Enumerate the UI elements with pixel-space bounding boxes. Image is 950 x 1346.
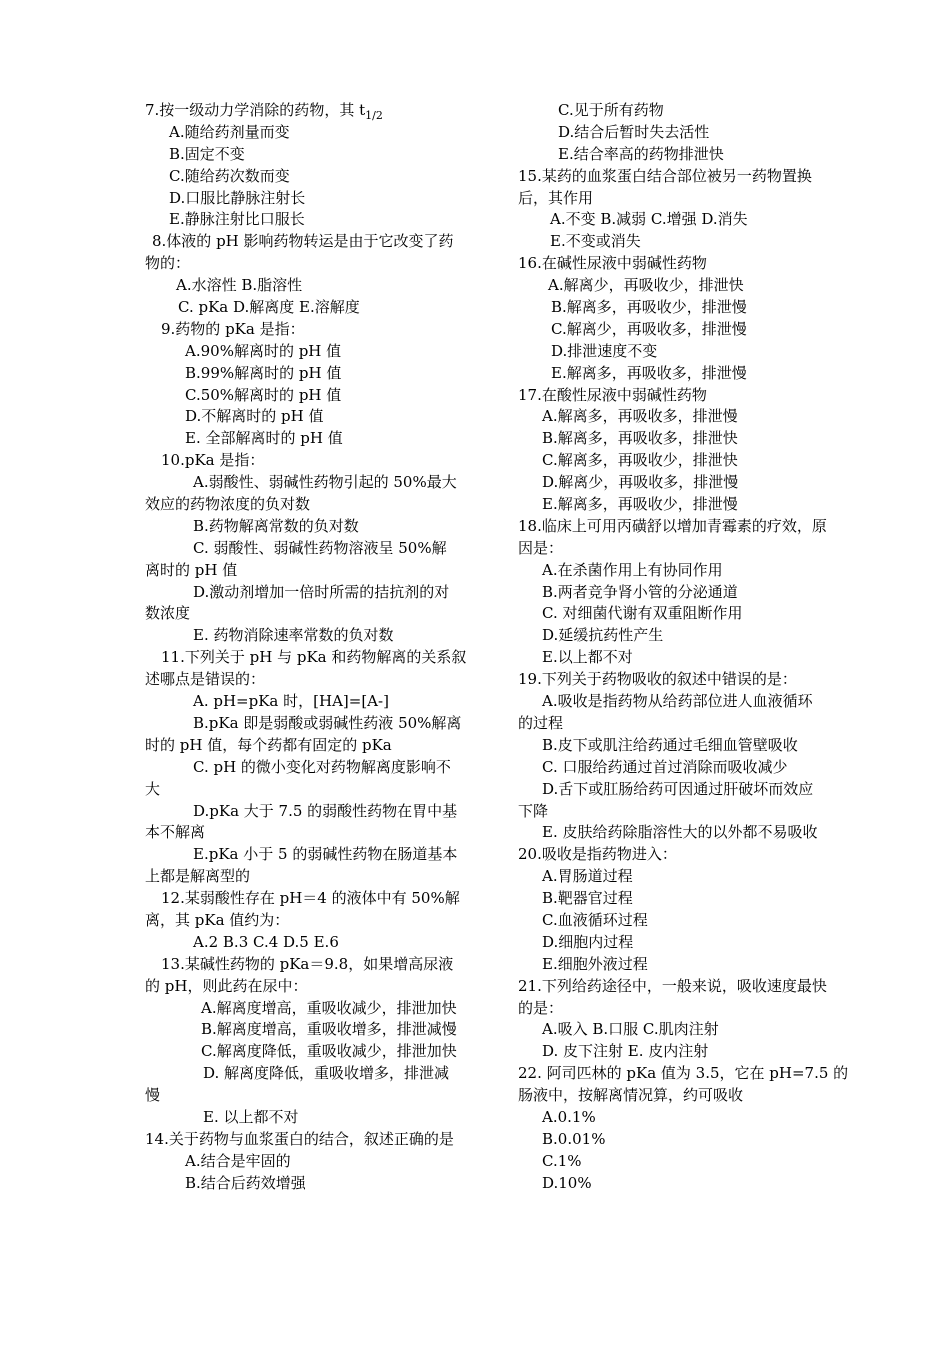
line-text: 7.按一级动力学消除的药物，其 t	[145, 101, 366, 119]
line-text: A.0.1%	[542, 1107, 596, 1126]
line-text: A. pH=pKa 时，[HA]=[A-]	[193, 692, 389, 711]
text-line	[145, 297, 490, 319]
line-text: 21.下列给药途径中，一般来说，吸收速度最快	[518, 976, 827, 995]
subscript: 1/2	[365, 109, 383, 122]
text-line	[145, 1107, 490, 1129]
line-text: D.不解离时的 pH 值	[185, 407, 324, 426]
line-text: 20.吸收是指药物进入：	[518, 845, 677, 864]
line-text: E.解离多，再吸收多，排泄慢	[551, 363, 747, 382]
line-text: E.pKa 小于 5 的弱碱性药物在肠道基本	[193, 845, 458, 864]
line-text: B.皮下或肌注给药通过毛细血管壁吸收	[542, 735, 798, 754]
line-text: C.见于所有药物	[558, 101, 664, 119]
line-text: E. 以上都不对	[203, 1107, 299, 1126]
text-line	[145, 603, 490, 625]
text-line	[145, 1151, 490, 1173]
line-text: 14.关于药物与血浆蛋白的结合，叙述正确的是	[145, 1129, 454, 1148]
line-text: C. pKa D.解离度 E.溶解度	[178, 298, 360, 317]
line-text: B.解离多，再吸收多，排泄快	[542, 429, 738, 448]
line-text: C.50%解离时的 pH 值	[185, 385, 342, 404]
line-text: E.不变或消失	[550, 232, 641, 251]
text-line	[518, 560, 863, 582]
text-line	[518, 866, 863, 888]
text-line	[145, 122, 490, 144]
text-line	[145, 866, 490, 888]
text-line	[518, 1107, 863, 1129]
text-line	[518, 406, 863, 428]
text-line	[518, 385, 863, 407]
text-line	[518, 494, 863, 516]
line-text: D.口服比静脉注射长	[169, 188, 306, 207]
text-line	[518, 253, 863, 275]
text-line	[518, 450, 863, 472]
line-text: B.pKa 即是弱酸或弱碱性药液 50%解离	[193, 713, 462, 732]
line-text: 的是：	[518, 998, 564, 1017]
text-line	[145, 954, 490, 976]
line-text: 19.下列关于药物吸收的叙述中错误的是：	[518, 670, 797, 689]
text-line	[518, 669, 863, 691]
line-text: C. 对细菌代谢有双重阻断作用	[542, 604, 743, 623]
text-line	[145, 560, 490, 582]
line-text: E.细胞外液过程	[542, 954, 648, 973]
text-line	[145, 1085, 490, 1107]
line-text: D. 解离度降低，重吸收增多，排泄减	[203, 1064, 450, 1083]
text-line	[145, 735, 490, 757]
text-line	[518, 1041, 863, 1063]
line-text: 13.某碱性药物的 pKa＝9.8，如果增高尿液	[161, 954, 454, 973]
line-text: 肠液中，按解离情况算，约可吸收	[518, 1086, 744, 1105]
text-line	[145, 319, 490, 341]
line-text: 15.某药的血浆蛋白结合部位被另一药物置换	[518, 166, 812, 185]
line-text: 大	[145, 779, 161, 798]
line-text: E.结合率高的药物排泄快	[558, 144, 724, 163]
line-text: C.随给药次数而变	[169, 166, 290, 185]
text-line	[145, 275, 490, 297]
line-text: A.随给药剂量而变	[169, 122, 290, 141]
text-line	[518, 297, 863, 319]
line-text: E. 皮肤给药除脂溶性大的以外都不易吸收	[542, 823, 818, 842]
line-text: B.结合后药效增强	[185, 1173, 306, 1192]
line-text: 12.某弱酸性存在 pH＝4 的液体中有 50%解	[161, 889, 460, 908]
line-text: B.0.01%	[542, 1129, 606, 1148]
text-line	[145, 363, 490, 385]
text-line	[145, 494, 490, 516]
line-text: 因是：	[518, 538, 564, 557]
text-line	[518, 582, 863, 604]
line-text: A.结合是牢固的	[185, 1151, 291, 1170]
text-line	[518, 100, 863, 122]
text-line	[518, 231, 863, 253]
line-text: D.解离少，再吸收多，排泄慢	[542, 473, 739, 492]
line-text: 11.下列关于 pH 与 pKa 和药物解离的关系叙	[161, 648, 467, 667]
text-line	[518, 538, 863, 560]
text-line	[518, 822, 863, 844]
line-text: D.pKa 大于 7.5 的弱酸性药物在胃中基	[193, 801, 458, 820]
line-text: 8.体液的 pH 影响药物转运是由于它改变了药	[152, 232, 454, 251]
text-line	[145, 779, 490, 801]
line-text: B.解离多，再吸收少，排泄慢	[551, 298, 747, 317]
line-text: B.药物解离常数的负对数	[193, 516, 359, 535]
text-line	[518, 188, 863, 210]
line-text: A.90%解离时的 pH 值	[185, 341, 342, 360]
text-line	[518, 713, 863, 735]
text-line	[145, 801, 490, 823]
text-line	[145, 976, 490, 998]
line-text: C.血液循环过程	[542, 910, 648, 929]
line-text: D.10%	[542, 1173, 592, 1192]
text-line	[145, 582, 490, 604]
text-line	[145, 1019, 490, 1041]
line-text: 的过程	[518, 713, 564, 732]
line-text: A.解离少，再吸收少，排泄快	[548, 276, 744, 295]
line-text: E. 全部解离时的 pH 值	[185, 429, 343, 448]
line-text: 慢	[145, 1086, 161, 1105]
text-line	[145, 691, 490, 713]
line-text: E.解离多，再吸收少，排泄慢	[542, 495, 738, 514]
line-text: B.靶器官过程	[542, 889, 633, 908]
text-line	[518, 888, 863, 910]
text-line	[145, 1173, 490, 1195]
text-line	[145, 888, 490, 910]
text-line	[518, 1151, 863, 1173]
text-line	[145, 844, 490, 866]
line-text: D.激动剂增加一倍时所需的拮抗剂的对	[193, 582, 450, 601]
text-line	[518, 625, 863, 647]
line-text: E.静脉注射比口服长	[169, 210, 305, 229]
line-text: 17.在酸性尿液中弱碱性药物	[518, 385, 707, 404]
line-text: C. 口服给药通过首过消除而吸收减少	[542, 757, 788, 776]
text-line	[518, 603, 863, 625]
text-line	[145, 209, 490, 231]
line-text: B.解离度增高，重吸收增多，排泄减慢	[201, 1020, 457, 1039]
text-line	[518, 1019, 863, 1041]
text-line	[145, 1129, 490, 1151]
text-line	[518, 1173, 863, 1195]
text-line	[518, 954, 863, 976]
text-line	[518, 472, 863, 494]
text-line	[518, 998, 863, 1020]
line-text: 后，其作用	[518, 188, 594, 207]
text-line	[518, 1129, 863, 1151]
text-line	[518, 428, 863, 450]
text-line	[518, 209, 863, 231]
text-line	[145, 253, 490, 275]
text-line	[145, 231, 490, 253]
line-text: B.固定不变	[169, 144, 245, 163]
text-line	[518, 801, 863, 823]
line-text: 时的 pH 值，每个药都有固定的 pKa	[145, 735, 392, 754]
line-text: A.不变 B.减弱 C.增强 D.消失	[550, 210, 748, 229]
line-text: C.解离多，再吸收少，排泄快	[542, 451, 738, 470]
line-text: 数浓度	[145, 604, 191, 623]
text-line	[518, 122, 863, 144]
line-text: A.吸入 B.口服 C.肌肉注射	[542, 1020, 719, 1039]
line-text: D.细胞内过程	[542, 932, 634, 951]
line-text: B.两者竞争肾小管的分泌通道	[542, 582, 738, 601]
line-text: 离，其 pKa 值约为：	[145, 910, 290, 929]
line-text: 9.药物的 pKa 是指：	[161, 319, 305, 338]
line-text: 本不解离	[145, 823, 206, 842]
line-text: E.以上都不对	[542, 648, 633, 667]
text-line	[145, 713, 490, 735]
line-text: 上都是解离型的	[145, 867, 251, 886]
text-line	[518, 910, 863, 932]
line-text: 22. 阿司匹林的 pKa 值为 3.5，它在 pH=7.5 的	[518, 1064, 849, 1083]
line-text: E. 药物消除速率常数的负对数	[193, 626, 394, 645]
line-text: A.胃肠道过程	[542, 867, 633, 886]
text-line	[145, 428, 490, 450]
text-line	[145, 538, 490, 560]
text-line	[145, 472, 490, 494]
text-line	[518, 976, 863, 998]
text-line	[145, 100, 490, 122]
text-line	[145, 188, 490, 210]
text-line	[518, 844, 863, 866]
text-line	[145, 647, 490, 669]
text-line	[518, 647, 863, 669]
text-line	[518, 275, 863, 297]
text-line	[145, 385, 490, 407]
line-text: B.99%解离时的 pH 值	[185, 363, 342, 382]
text-line	[145, 144, 490, 166]
line-text: C. pH 的微小变化对药物解离度影响不	[193, 757, 451, 776]
line-text: C.1%	[542, 1151, 582, 1170]
text-line	[518, 144, 863, 166]
line-text: D. 皮下注射 E. 皮内注射	[542, 1042, 709, 1061]
text-line	[145, 1041, 490, 1063]
text-line	[518, 363, 863, 385]
line-text: 述哪点是错误的：	[145, 670, 266, 689]
line-text: C.解离少，再吸收多，排泄慢	[551, 319, 747, 338]
line-text: A.解离度增高，重吸收减少，排泄加快	[201, 998, 457, 1017]
text-line	[145, 450, 490, 472]
line-text: 效应的药物浓度的负对数	[145, 495, 311, 514]
line-text: C. 弱酸性、弱碱性药物溶液呈 50%解	[193, 538, 447, 557]
line-text: D.结合后暂时失去活性	[558, 122, 710, 141]
text-line	[518, 166, 863, 188]
text-line	[145, 932, 490, 954]
text-line	[518, 1063, 863, 1085]
line-text: C.解离度降低，重吸收减少，排泄加快	[201, 1042, 457, 1061]
line-text: D.舌下或肛肠给药可因通过肝破坏而效应	[542, 779, 814, 798]
text-line	[145, 910, 490, 932]
text-line	[145, 166, 490, 188]
line-text: 下降	[518, 801, 549, 820]
text-line	[145, 822, 490, 844]
line-text: A.在杀菌作用上有协同作用	[542, 560, 723, 579]
line-text: 16.在碱性尿液中弱碱性药物	[518, 254, 707, 273]
line-text: 的 pH，则此药在尿中：	[145, 976, 308, 995]
line-text: 物的：	[145, 254, 191, 273]
text-line	[145, 625, 490, 647]
text-line	[518, 319, 863, 341]
line-text: D.延缓抗药性产生	[542, 626, 664, 645]
line-text: 10.pKa 是指：	[161, 451, 265, 470]
text-line	[518, 1085, 863, 1107]
text-line	[518, 757, 863, 779]
right-column	[518, 100, 863, 1195]
line-text: D.排泄速度不变	[551, 341, 658, 360]
line-text: 离时的 pH 值	[145, 560, 238, 579]
text-line	[145, 757, 490, 779]
text-line	[145, 341, 490, 363]
line-text: A.2 B.3 C.4 D.5 E.6	[193, 932, 339, 951]
text-line	[145, 1063, 490, 1085]
text-line	[145, 669, 490, 691]
line-text: A.水溶性 B.脂溶性	[176, 276, 303, 295]
left-column	[145, 100, 490, 1195]
text-line	[518, 341, 863, 363]
line-text: A.弱酸性、弱碱性药物引起的 50%最大	[193, 473, 457, 492]
text-line	[518, 932, 863, 954]
text-line	[518, 779, 863, 801]
line-text: A.吸收是指药物从给药部位进人血液循环	[542, 692, 813, 711]
text-line	[145, 516, 490, 538]
text-line	[145, 998, 490, 1020]
text-line	[518, 735, 863, 757]
text-line	[145, 406, 490, 428]
text-line	[518, 516, 863, 538]
line-text: 18.临床上可用丙磺舒以增加青霉素的疗效，原	[518, 516, 827, 535]
line-text: A.解离多，再吸收多，排泄慢	[542, 407, 738, 426]
text-line	[518, 691, 863, 713]
